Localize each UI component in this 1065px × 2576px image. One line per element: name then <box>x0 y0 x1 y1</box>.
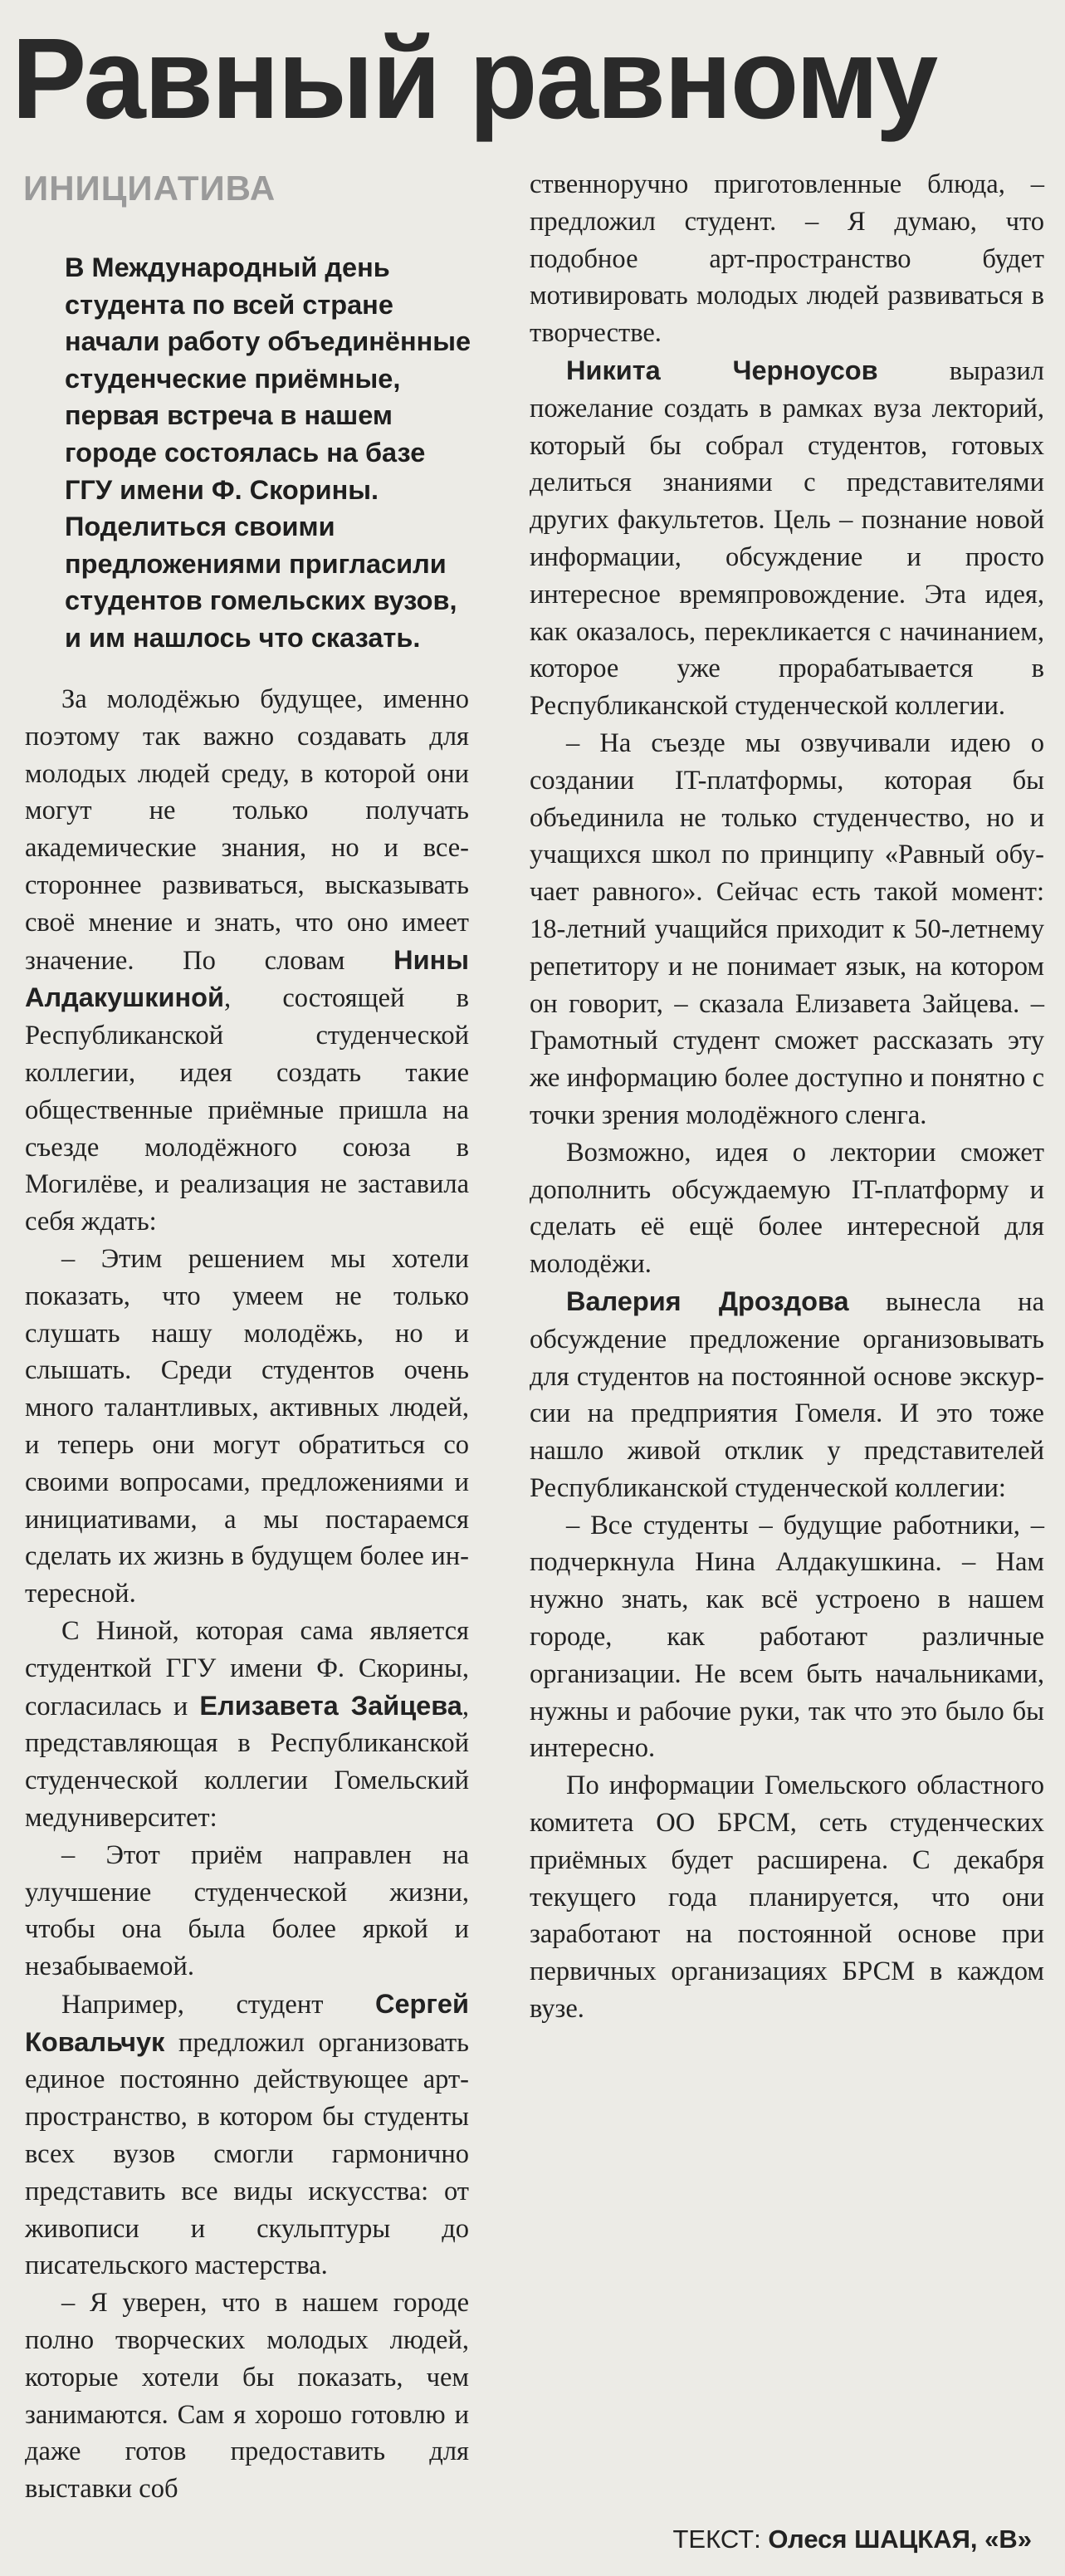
person-name: Елизавета Зайцева <box>199 1690 462 1721</box>
credit-source: , «В» <box>970 2525 1032 2554</box>
quote-paragraph: – На съезде мы озвучивали идею о создании IT-платформы, которая бы объединила не только студенчество, но и учащихся школ по принципу «Равный обучает равного». Сейчас есть такой момент: 18-летний учащийся приходит к 50-летнему репетитору и не понимает язык, на котором он говорит, – сказала Елизавета Зайцева. – Грамотный студент сможет рассказать эту же информацию более доступно и понятно с точки зрения молодёжного сленга. <box>530 727 1044 1130</box>
quote-paragraph: – Я уверен, что в нашем городе полно творческих молодых людей, которые хотели бы показать, чем занимаются. Сам я хорошо готовлю и даже готов предоставить для выставки соб <box>25 2288 469 2505</box>
paragraph-continued: ственноручно приготовленные блюда, – предложил студент. – Я думаю, что подобное арт-пространство будет мотивировать молодых людей развиваться в творчестве. <box>530 169 1044 349</box>
credit-author: Олеся ШАЦКАЯ <box>768 2525 970 2554</box>
person-name: Валерия Дроздова <box>566 1286 849 1316</box>
article-column-1 <box>25 681 469 2508</box>
paragraph: По информации Гомельского областного комитета ОО БРСМ, сеть студенческих приёмных будет расширена. С декабря текущего года планируется, что они заработают на постоянной основе при первичных организациях БРСМ в каждом вузе. <box>530 1770 1044 2025</box>
quote-paragraph: – Все студенты – будущие работники, – подчеркнула Нина Алдакушкина. – Нам нужно знать, как всё устроено в нашем городе, как работают различные организации. Не всем быть начальниками, нужны и рабочие руки, так что это было бы интересно. <box>530 1510 1044 1764</box>
paragraph: Валерия Дроздова вынесла на обсуждение предложение организовывать для студентов на постоянной основе экскурсии на предприятия Гомеля. И это тоже нашло живой отклик у представителей Республиканской студенческой коллегии: <box>530 1286 1044 1503</box>
quote-paragraph: – Этот приём направлен на улучшение студенческой жизни, чтобы она была более яркой и незабываемой. <box>25 1839 469 1982</box>
credit-label: ТЕКСТ: <box>672 2525 769 2554</box>
paragraph: За молодёжью будущее, именно поэтому так важно создавать для молодых людей среду, в которой они могут не только получать академические знания, но и всестороннее развиваться, высказывать своё мнение и знать, что оно имеет значение. По словам Нины Алдакушкиной, состоящей в Республиканской студенческой коллегии, идея создать такие общественные приёмные пришла на съезде молодёжного союза в Могилёве, и реализация не заставила себя ждать: <box>25 684 469 1237</box>
lead-paragraph: В Международный день студента по всей стране начали работу объединённые студенческие приёмные, первая встреча в нашем городе состоялась на базе ГГУ имени Ф. Скорины. Поделиться своими предложениями пригласили студентов гомельских вузов, и им нашлось что сказать. <box>65 252 471 653</box>
person-name: Сергей Ковальчук <box>25 1988 469 2057</box>
person-name: Нины Алдакушкиной <box>25 944 469 1013</box>
quote-paragraph: – Этим решением мы хотели показать, что умеем не только слушать нашу молодёжь, но и слышать. Среди студентов очень много талантливых, активных людей, и теперь они могут обратиться со своими вопросами, предложениями и инициативами, а мы постараемся сделать их жизнь в будущем более интересной. <box>25 1243 469 1609</box>
paragraph: С Ниной, которая сама является студенткой ГГУ имени Ф. Скорины, согласилась и Елизавета Зайцева, представляющая в Республиканской студенческой коллегии Гомельский медуниверситет: <box>25 1615 469 1833</box>
article-column-2 <box>530 166 1044 2028</box>
paragraph: Например, студент Сергей Ковальчук предложил организовать единое постоянно действующее арт-пространство, в котором бы студенты всех вузов смогли гармонично представить все виды искусства: от живописи и скульптуры до писательского мастерства. <box>25 1988 469 2281</box>
article-headline: Равный равному <box>12 15 937 143</box>
paragraph: Возможно, идея о лектории сможет дополнить обсуждаемую IT-платформу и сделать её ещё более интересной для молодёжи. <box>530 1137 1044 1280</box>
person-name: Никита Черноусов <box>566 355 878 385</box>
article-rubric: ИНИЦИАТИВА <box>23 169 276 208</box>
article-lead <box>65 249 480 657</box>
article-credit <box>673 2525 1033 2554</box>
paragraph: Никита Черноусов выразил пожелание создать в рамках вуза лекторий, который бы собрал студентов, готовых делиться знаниями с представителями других факультетов. Цель – познание новой информации, обсуждение и просто интересное времяпровождение. Эта идея, как оказалось, перекликается с начинанием, которое уже прорабатывается в Республиканской студенческой коллегии. <box>530 355 1044 722</box>
